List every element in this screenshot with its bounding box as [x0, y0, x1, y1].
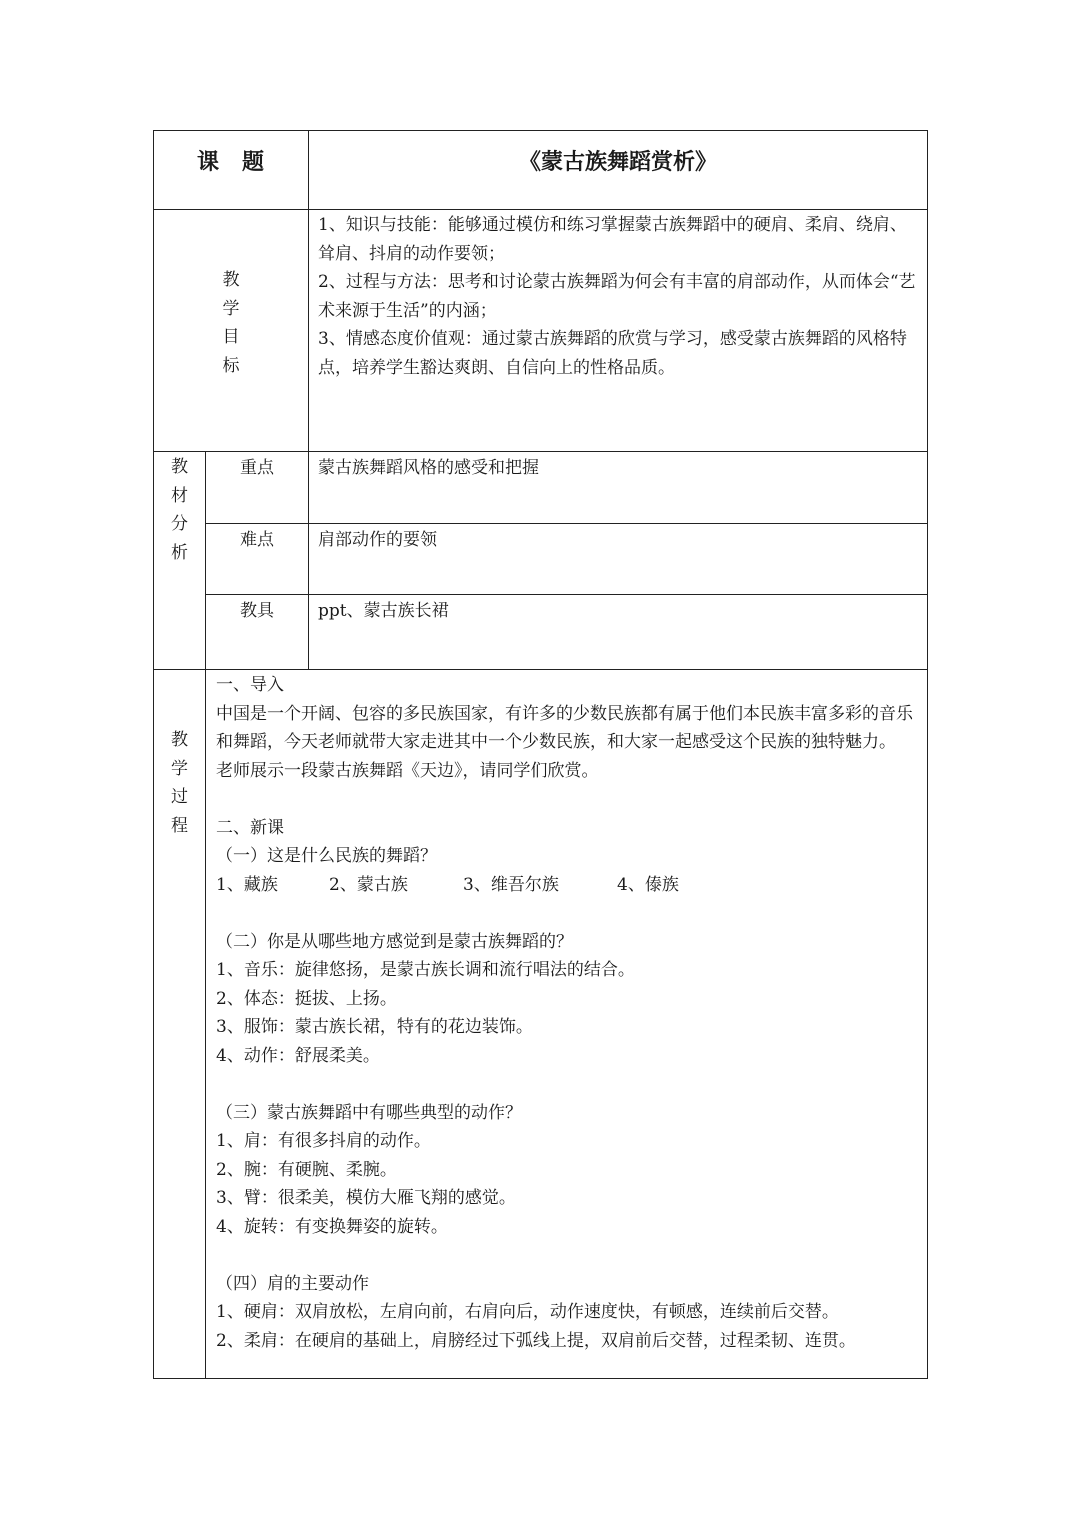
- lesson-title: 《蒙古族舞蹈赏析》: [518, 149, 717, 175]
- question-2-item: 1、音乐：旋律悠扬，是蒙古族长调和流行唱法的结合。: [216, 960, 635, 980]
- question-4-item: 1、硬肩：双肩放松，左肩向前，右肩向后，动作速度快，有顿感，连续前后交替。: [216, 1302, 839, 1322]
- analysis-tools-label-cell: [206, 595, 309, 670]
- analysis-key-value: 蒙古族舞蹈风格的感受和把握: [318, 458, 539, 478]
- question-1-options: [216, 871, 921, 900]
- question-4-item: 2、柔肩：在硬肩的基础上，肩膀经过下弧线上提，双肩前后交替，过程柔韧、连贯。: [216, 1330, 856, 1351]
- objective-item: 2、过程与方法：思考和讨论蒙古族舞蹈为何会有丰富的肩部动作，从而体会“艺术来源于生活”的内涵；: [318, 272, 916, 321]
- objectives-label-cell: [154, 210, 309, 452]
- objective-item: 1、知识与技能：能够通过模仿和练习掌握蒙古族舞蹈中的硬肩、柔肩、绕肩、耸肩、抖肩的动作要领；: [318, 215, 907, 264]
- analysis-key-label: 重点: [240, 458, 274, 478]
- option-item: 3、维吾尔族: [463, 874, 559, 895]
- analysis-difficulty-value-cell: [309, 524, 928, 595]
- analysis-tools-value: ppt、蒙古族长裙: [318, 601, 449, 621]
- question-2: （二）你是从哪些地方感觉到是蒙古族舞蹈的？: [216, 931, 573, 952]
- option-item: 2、蒙古族: [329, 874, 408, 895]
- title-row: [154, 131, 928, 210]
- analysis-label: 教 材 分 析: [171, 457, 188, 563]
- objective-item: 3、情感态度价值观：通过蒙古族舞蹈的欣赏与学习，感受蒙古族舞蹈的风格特点，培养学生豁达爽朗、自信向上的性格品质。: [318, 329, 907, 378]
- question-3: （三）蒙古族舞蹈中有哪些典型的动作？: [216, 1102, 522, 1123]
- new-lesson-heading: 二、新课: [216, 817, 284, 838]
- question-3-item: 1、肩：有很多抖肩的动作。: [216, 1131, 431, 1151]
- process-label-cell: [154, 670, 206, 1379]
- intro-heading: 一、导入: [216, 675, 284, 695]
- option-item: 1、藏族: [216, 874, 278, 895]
- objectives-label: 教 学 目 标: [222, 270, 240, 376]
- question-2-item: 2、体态：挺拔、上扬。: [216, 988, 397, 1009]
- intro-text: 中国是一个开阔、包容的多民族国家，有许多的少数民族都有属于他们本民族丰富多彩的音乐和舞蹈，今天老师就带大家走进其中一个少数民族，和大家一起感受这个民族的独特魅力。: [216, 703, 913, 752]
- title-cell: [309, 131, 928, 210]
- objectives-cell: [309, 210, 928, 452]
- question-3-item: 2、腕：有硬腕、柔腕。: [216, 1159, 397, 1180]
- question-2-item: 4、动作：舒展柔美。: [216, 1045, 380, 1066]
- process-cell: [206, 670, 928, 1379]
- analysis-label-cell: [154, 452, 206, 670]
- analysis-key-value-cell: [309, 452, 928, 524]
- objectives-row: [154, 210, 928, 452]
- option-item: 4、傣族: [617, 874, 679, 895]
- process-label: 教 学 过 程: [171, 730, 188, 836]
- question-3-item: 4、旋转：有变换舞姿的旋转。: [216, 1216, 448, 1237]
- intro-show: 老师展示一段蒙古族舞蹈《天边》，请同学们欣赏。: [216, 760, 599, 781]
- question-4: （四）肩的主要动作: [216, 1273, 369, 1294]
- analysis-difficulty-value: 肩部动作的要领: [318, 530, 437, 550]
- analysis-row-difficulty: [154, 524, 928, 595]
- analysis-row-key: [154, 452, 928, 524]
- question-3-item: 3、臂：很柔美，模仿大雁飞翔的感觉。: [216, 1188, 516, 1208]
- analysis-key-label-cell: [206, 452, 309, 524]
- question-2-item: 3、服饰：蒙古族长裙，特有的花边装饰。: [216, 1017, 533, 1037]
- lesson-plan-table: [153, 130, 928, 1379]
- title-label: 课 题: [196, 149, 266, 175]
- question-1: （一）这是什么民族的舞蹈？: [216, 846, 437, 866]
- process-row: [154, 670, 928, 1379]
- analysis-tools-label: 教具: [240, 601, 274, 621]
- analysis-difficulty-label-cell: [206, 524, 309, 595]
- title-label-cell: [154, 131, 309, 210]
- analysis-row-tools: [154, 595, 928, 670]
- analysis-tools-value-cell: [309, 595, 928, 670]
- analysis-difficulty-label: 难点: [240, 530, 274, 550]
